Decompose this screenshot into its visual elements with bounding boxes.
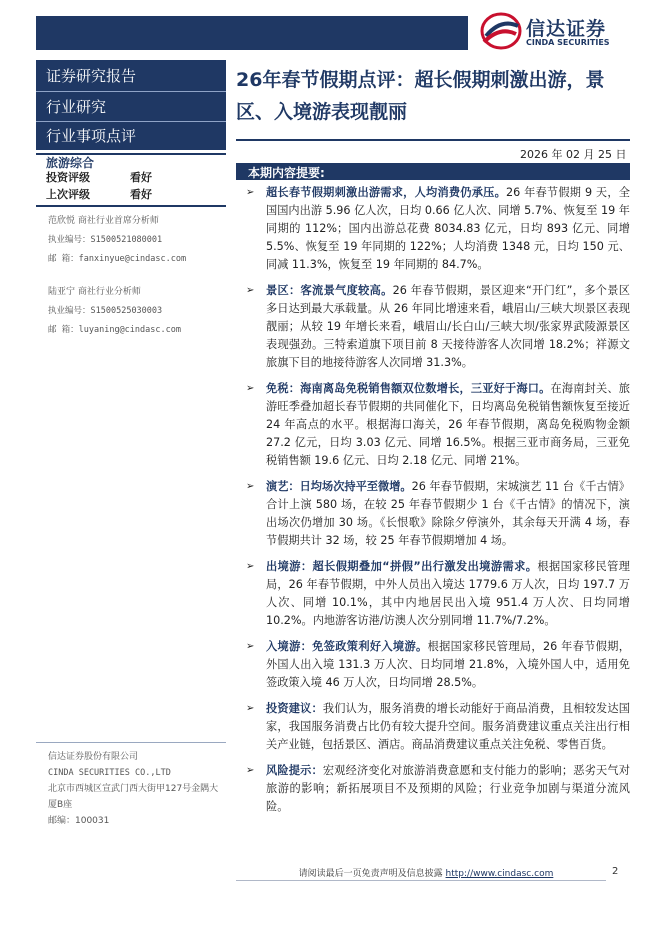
report-type: 证券研究报告 <box>36 60 226 92</box>
item-heading: 出境游：超长假期叠加“拼假”出行激发出境游需求。 <box>266 560 538 573</box>
arrow-bullet-icon: ➢ <box>246 561 255 572</box>
item-body: 根据国家移民管理局，26 年春节假期，外国人出入境 131.3 万人次、日均同增 21.8%，入境外国人中，适用免签政策入境 46 万人次，日均同增 28.5%。 <box>266 640 630 689</box>
footer <box>0 866 662 879</box>
item-heading: 超长春节假期刺激出游需求，人均消费仍承压。 <box>266 186 507 199</box>
summary-item <box>236 184 630 274</box>
prev-rating-label: 上次评级 <box>46 188 90 201</box>
company-address: 北京市西城区宣武门西大街甲127号金隅大厦B座 <box>48 784 219 810</box>
item-body: 在海南封关、旅游旺季叠加超长春节假期的共同催化下，日均离岛免税销售额恢复至接近 24 年高点的水平。根据海口海关，26 年春节假期，离岛免税购物金额 27.2 亿元，日均 3.03 亿元、同增 16.5%。根据三亚市商务局，三亚免税销售额 19.6 亿元、日均 2.18 亿元、同增 21%。 <box>266 382 630 467</box>
summary-label: 本期内容提要: <box>248 166 325 180</box>
logo-text-en: CINDA SECURITIES <box>526 38 610 47</box>
item-body: 根据国家移民管理局，26 年春节假期，中外人员出入境达 1779.6 万人次，日均 197.7 万人次、同增 10.1%，其中内地居民出入境 951.4 万人次、日均同增 10.2%。内地游客访港/访澳人次分别同增 11.7%/7.2%。 <box>266 560 630 627</box>
summary-item <box>236 380 630 470</box>
arrow-bullet-icon: ➢ <box>246 383 255 394</box>
report-title: 26年春节假期点评：超长假期刺激出游，景区、入境游表现靓丽 <box>236 69 605 123</box>
arrow-bullet-icon: ➢ <box>246 285 255 296</box>
research-type: 行业研究 <box>36 92 226 122</box>
item-body: 我们认为，服务消费的增长动能好于商品消费，且相较发达国家，我国服务消费占比仍有较大提升空间。服务消费建议重点关注出行相关产业链，包括景区、酒店。商品消费建议重点关注免税、零售百货。 <box>266 702 630 751</box>
summary-item <box>236 282 630 372</box>
item-heading: 风险提示： <box>266 764 323 777</box>
summary-item <box>236 478 630 550</box>
sidebar-rule <box>36 742 226 743</box>
footer-link[interactable]: http://www.cindasc.com <box>445 869 554 879</box>
arrow-bullet-icon: ➢ <box>246 703 255 714</box>
sidebar <box>36 60 226 858</box>
title-rule <box>236 139 630 141</box>
rating-label: 投资评级 <box>46 171 90 184</box>
summary-item <box>236 700 630 754</box>
company-postcode: 邮编：100031 <box>48 816 110 826</box>
summary-bar <box>236 163 630 180</box>
analyst-license: 执业编号：S1500521080001 <box>48 235 163 245</box>
cinda-logo-icon <box>480 12 522 50</box>
analyst-block <box>36 212 226 269</box>
summary-item <box>236 762 630 816</box>
logo-text-cn: 信达证券 <box>526 18 607 40</box>
analyst-email[interactable]: 邮 箱：luyaning@cindasc.com <box>48 325 181 335</box>
analyst-name: 陆亚宁 商社行业分析师 <box>48 287 141 297</box>
arrow-bullet-icon: ➢ <box>246 187 255 198</box>
company-name-en: CINDA SECURITIES CO.,LTD <box>48 768 171 778</box>
footer-note: 请阅读最后一页免责声明及信息披露 <box>298 869 443 879</box>
summary-item <box>236 558 630 630</box>
cinda-logo <box>480 12 640 50</box>
analyst-license: 执业编号：S1500525030003 <box>48 306 163 316</box>
prev-rating-row <box>36 186 226 203</box>
footer-rule <box>236 880 606 881</box>
item-heading: 演艺：日均场次持平至微增。 <box>266 480 412 493</box>
arrow-bullet-icon: ➢ <box>246 641 255 652</box>
company-name-cn: 信达证券股份有限公司 <box>48 752 139 762</box>
summary-item <box>236 638 630 692</box>
page-number: 2 <box>612 866 619 877</box>
arrow-bullet-icon: ➢ <box>246 481 255 492</box>
analyst-name: 范欣悦 商社行业首席分析师 <box>48 216 159 226</box>
company-info <box>36 749 226 829</box>
header-band <box>36 16 468 50</box>
rating-value: 看好 <box>130 171 152 184</box>
item-heading: 免税：海南离岛免税销售额双位数增长，三亚好于海口。 <box>266 382 551 395</box>
item-heading: 入境游：免签政策利好入境游。 <box>266 640 428 653</box>
item-heading: 投资建议： <box>266 702 323 715</box>
arrow-bullet-icon: ➢ <box>246 765 255 776</box>
item-body: 26 年春节假期，景区迎来“开门红”，多个景区多日达到最大承载量。从 26 年同比增速来看，峨眉山/三峡大坝景区表现靓丽；从较 19 年增长来看，峨眉山/长白山/三峡大坝/张家界武陵源景区表现强劲。三特索道旗下项目前 8 天接待游客人次同增 18.2%；祥源文旅旗下目的地接待游客人次同增 31.3%。 <box>266 284 630 369</box>
analyst-email[interactable]: 邮 箱：fanxinyue@cindasc.com <box>48 254 187 264</box>
analyst-block <box>36 283 226 340</box>
report-date: 2026 年 02 月 25 日 <box>520 148 627 161</box>
sidebar-divider <box>36 205 226 207</box>
industry-category: 旅游综合 <box>36 153 226 169</box>
summary-content <box>236 182 630 816</box>
item-body: 宏观经济变化对旅游消费意愿和支付能力的影响；恶劣天气对旅游的影响；新拓展项目不及预期的风险；行业竞争加剧与渠道分流风险。 <box>266 764 630 813</box>
item-body: 26 年春节假期 9 天，全国国内出游 5.96 亿人次，日均 0.66 亿人次、同增 5.7%、恢复至 19 年同期的 112%；国内出游总花费 8034.83 亿元，日均 893 亿元、同增 5.5%、恢复至 19 年同期的 122%；人均消费 1348 元，日均 150 元、同减 11.3%，恢复至 19 年同期的 84.7%。 <box>266 186 630 271</box>
prev-rating-value: 看好 <box>130 188 152 201</box>
sidebar-header <box>36 60 226 150</box>
report-subtype: 行业事项点评 <box>46 127 137 145</box>
rating-row <box>36 169 226 186</box>
item-body: 26 年春节假期，宋城演艺 11 台《千古情》合计上演 580 场，在较 25 年春节假期少 1 台《千古情》的情况下，演出场次仍增加 30 场。《长恨歌》除除夕停演外，其余每天开满 4 场，春节假期共计 32 场，较 25 年春节假期增加 4 场。 <box>266 480 630 547</box>
item-heading: 景区：客流景气度较高。 <box>266 284 393 297</box>
